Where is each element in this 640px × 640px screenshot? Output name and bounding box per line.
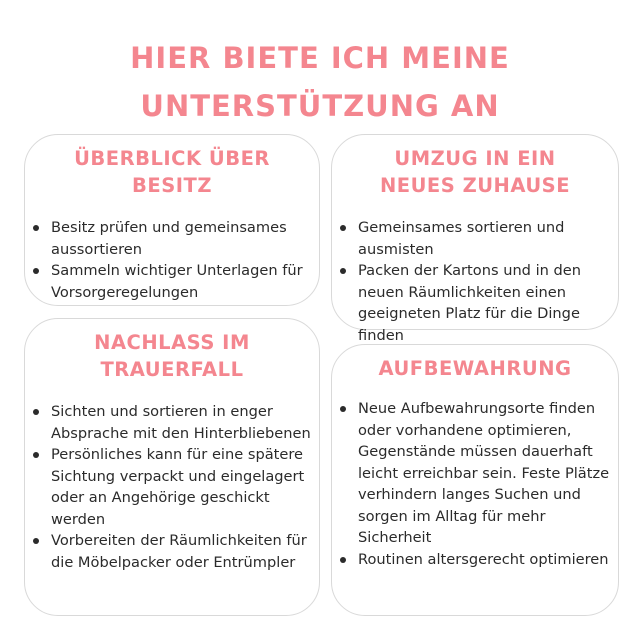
card-heading — [332, 145, 618, 199]
bullet-list — [332, 217, 618, 346]
card-heading-line-1: NACHLASS IM — [94, 331, 250, 354]
page-title-line-2: UNTERSTÜTZUNG AN — [140, 89, 500, 123]
list-item: Besitz prüfen und gemeinsames aussortieren — [29, 217, 313, 260]
card-aufbewahrung — [331, 344, 619, 616]
bullet-list — [25, 401, 319, 573]
list-item: Vorbereiten der Räumlichkeiten für die Möbelpacker oder Entrümpler — [29, 530, 313, 573]
list-item: Gemeinsames sortieren und ausmisten — [336, 217, 612, 260]
card-ueberblick-besitz — [24, 134, 320, 306]
list-item: Sichten und sortieren in enger Absprache mit den Hinterbliebenen — [29, 401, 313, 444]
card-heading — [332, 355, 618, 382]
card-heading-line-1: ÜBERBLICK ÜBER — [74, 147, 270, 170]
page-title-line-1: HIER BIETE ICH MEINE — [130, 41, 510, 75]
card-heading-line-2: NEUES ZUHAUSE — [379, 174, 571, 197]
bullet-list — [25, 217, 319, 303]
card-heading — [25, 329, 319, 383]
card-heading-line-2: TRAUERFALL — [100, 358, 244, 381]
list-item: Neue Aufbewahrungsorte finden oder vorhandene optimieren, Gegenstände müssen dauerhaft leicht erreichbar sein. Feste Plätze verhindern langes Suchen und sorgen im Alltag für mehr Sicherheit — [336, 398, 612, 549]
card-heading — [25, 145, 319, 199]
bullet-list — [332, 398, 618, 570]
card-heading-line-1: AUFBEWAHRUNG — [378, 357, 572, 380]
list-item: Packen der Kartons und in den neuen Räumlichkeiten einen geeigneten Platz für die Dinge finden — [336, 260, 612, 346]
list-item: Sammeln wichtiger Unterlagen für Vorsorgeregelungen — [29, 260, 313, 303]
card-nachlass — [24, 318, 320, 616]
list-item: Routinen altersgerecht optimieren — [336, 549, 612, 571]
page-title — [0, 34, 640, 130]
card-heading-line-2: BESITZ — [132, 174, 212, 197]
list-item: Persönliches kann für eine spätere Sichtung verpackt und eingelagert oder an Angehörige geschickt werden — [29, 444, 313, 530]
card-umzug — [331, 134, 619, 344]
card-heading-line-1: UMZUG IN EIN — [394, 147, 556, 170]
